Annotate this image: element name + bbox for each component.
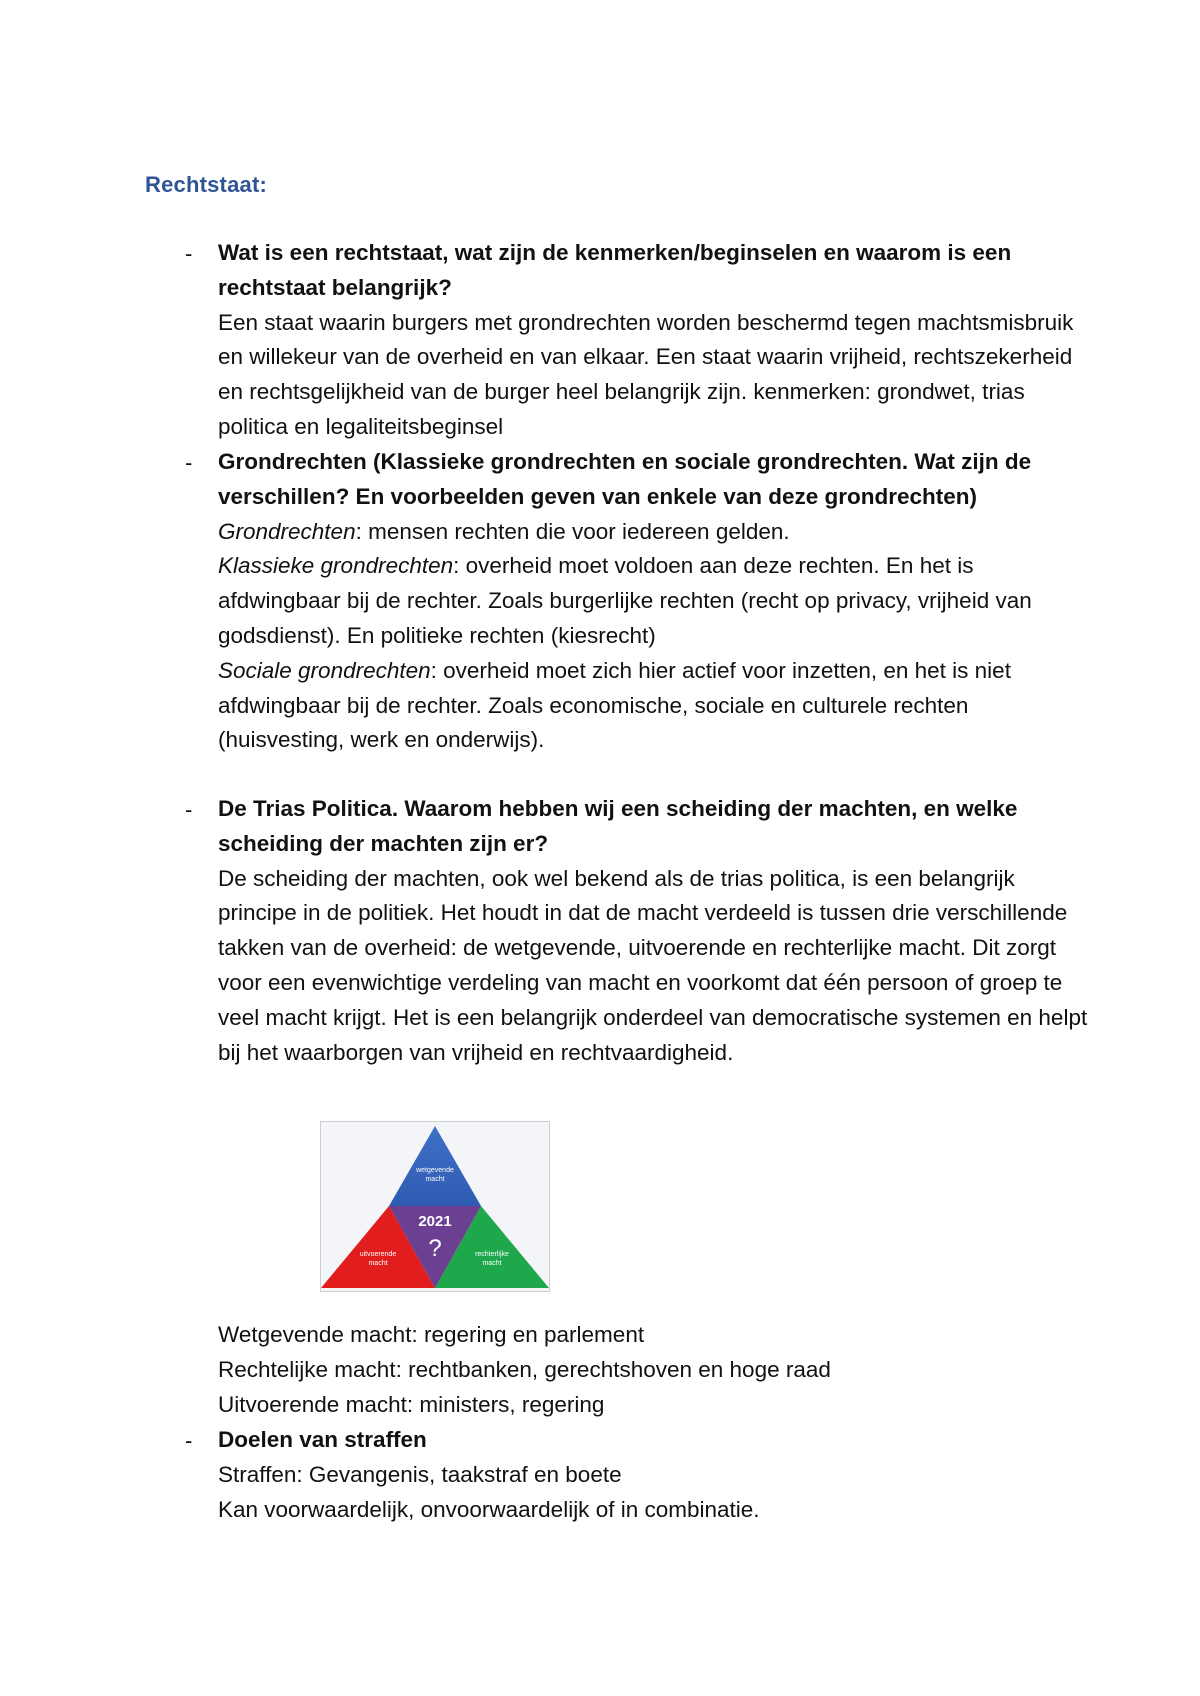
question-doelen-van-straffen: Doelen van straffen xyxy=(218,1427,427,1452)
label-rechterlijke: rechterlijke xyxy=(475,1251,509,1258)
label-uitvoerende: uitvoerende xyxy=(359,1251,397,1258)
label-uitvoerende-macht: macht xyxy=(368,1260,388,1267)
label-wetgevende-macht: macht xyxy=(425,1176,445,1183)
definition-sociale xyxy=(218,654,1098,758)
question-grondrechten: Grondrechten (Klassieke grondrechten en sociale grondrechten. Wat zijn de verschillen? En voorbeelden geven van enkele van deze grondrechten) xyxy=(218,449,1032,509)
straffen-conditions-line: Kan voorwaardelijk, onvoorwaardelijk of in combinatie. xyxy=(218,1496,760,1522)
page-title: Rechtstaat: xyxy=(145,172,268,197)
text-grondrechten: : mensen rechten die voor iedereen gelden. xyxy=(355,518,790,544)
term-klassieke: Klassieke grondrechten xyxy=(218,553,454,579)
label-year: 2021 xyxy=(418,1213,452,1230)
answer-trias-politica: De scheiding der machten, ook wel bekend als de trias politica, is een belangrijk principe in de politiek. Het houdt in dat de macht verdeeld is tussen drie verschillende takken van de overheid: de wetgevende, uitvoerende en rechterlijke macht. Dit zorgt voor een evenwichtige verdeling van macht en voorkomt dat één persoon of groep te veel macht krijgt. Het is een belangrijk onderdeel van democratische systemen en helpt bij het waarborgen van vrijheid en rechtvaardigheid. xyxy=(218,865,1088,1065)
definition-grondrechten xyxy=(218,515,1098,550)
question-rechtstaat: Wat is een rechtstaat, wat zijn de kenmerken/beginselen en waarom is een rechtstaat belangrijk? xyxy=(218,240,1012,300)
answer-rechtstaat: Een staat waarin burgers met grondrechten worden beschermd tegen machtsmisbruik en willekeur van de overheid en van elkaar. Een staat waarin vrijheid, rechtszekerheid en rechtsgelijkheid van de burger heel belangrijk zijn. kenmerken: grondwet, trias politica en legaliteitsbeginsel xyxy=(218,309,1074,439)
trias-triangle-graphic xyxy=(321,1122,549,1291)
straffen-line: Straffen: Gevangenis, taakstraf en boete xyxy=(218,1461,622,1487)
power-uitvoerende: Uitvoerende macht: ministers, regering xyxy=(218,1391,605,1417)
label-rechterlijke-macht: macht xyxy=(482,1260,502,1267)
question-trias-politica: De Trias Politica. Waarom hebben wij een scheiding der machten, en welke scheiding der machten zijn er? xyxy=(218,796,1018,856)
trias-politica-image xyxy=(320,1121,550,1292)
list-dash: - xyxy=(185,797,193,822)
text-sociale: : overheid moet zich hier actief voor inzetten, en het is niet afdwingbaar bij de rechter. Zoals economische, sociale en culturele rechten (huisvesting, werk en onderwijs). xyxy=(218,657,1011,753)
term-grondrechten: Grondrechten xyxy=(218,518,356,544)
list-dash: - xyxy=(185,241,193,266)
power-rechtelijke: Rechtelijke macht: rechtbanken, gerechtshoven en hoge raad xyxy=(218,1356,831,1382)
list-dash: - xyxy=(185,1428,193,1453)
term-sociale: Sociale grondrechten xyxy=(218,657,431,683)
label-question-mark: ? xyxy=(428,1235,442,1262)
list-dash: - xyxy=(185,450,193,475)
power-wetgevende: Wetgevende macht: regering en parlement xyxy=(218,1322,645,1347)
definition-klassieke xyxy=(218,549,1098,653)
label-wetgevende: wetgevende xyxy=(416,1167,454,1174)
text-klassieke: : overheid moet voldoen aan deze rechten. En het is afdwingbaar bij de rechter. Zoals burgerlijke rechten (recht op privacy, vrijheid van godsdienst). En politieke rechten (kiesrecht) xyxy=(218,553,1032,648)
